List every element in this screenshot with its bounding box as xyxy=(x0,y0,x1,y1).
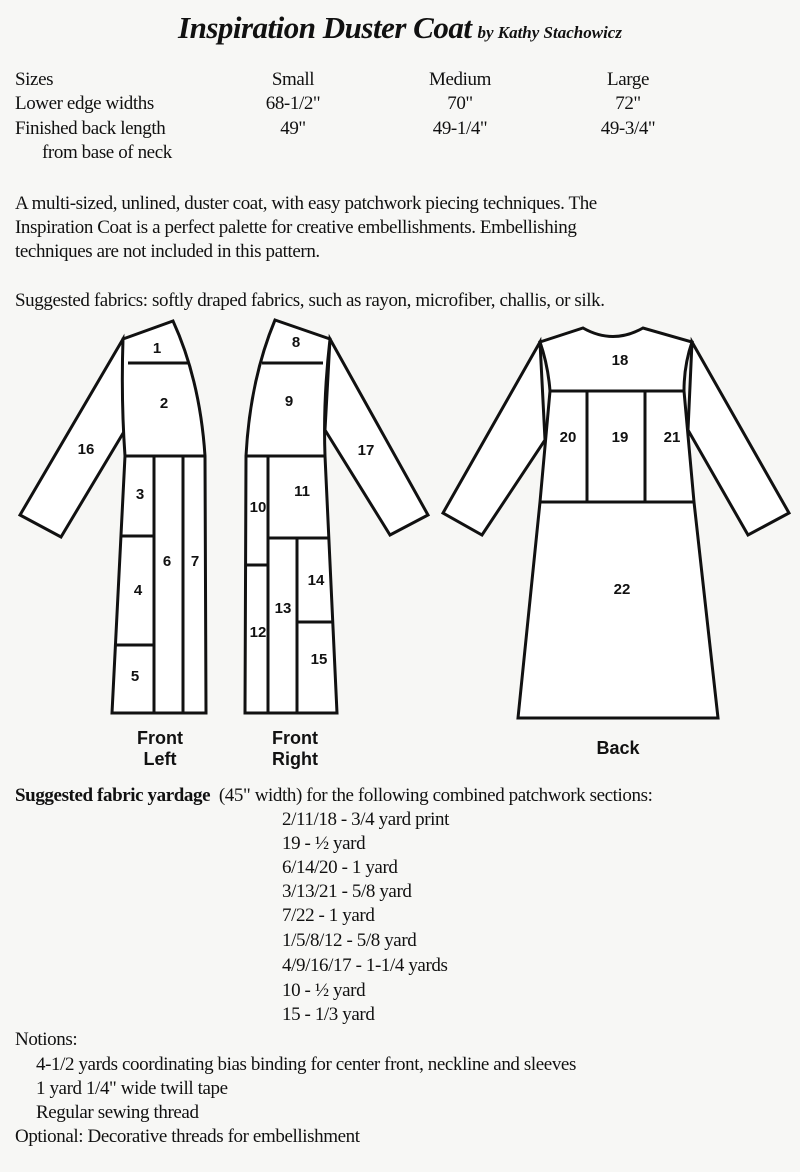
back-sleeve-left xyxy=(443,342,545,535)
notions-item: Regular sewing thread xyxy=(36,1102,199,1123)
notions-item: 4-1/2 yards coordinating bias binding for center front, neckline and sleeves xyxy=(36,1054,576,1075)
description-line: A multi-sized, unlined, duster coat, with easy patchwork piecing techniques. The xyxy=(15,193,597,214)
piece-label: 16 xyxy=(77,440,95,458)
piece-label: 13 xyxy=(274,599,292,617)
title-author: by Kathy Stachowicz xyxy=(477,23,622,42)
yardage-item: 4/9/16/17 - 1-1/4 yards xyxy=(282,955,448,976)
piece-label: 8 xyxy=(291,333,301,351)
row-label: Finished back length xyxy=(15,118,166,139)
row-value: 49-3/4" xyxy=(600,118,656,139)
row-note: from base of neck xyxy=(42,142,172,163)
back-diagram xyxy=(443,328,789,758)
front-left-diagram xyxy=(20,321,206,769)
caption-front: Front xyxy=(272,728,318,748)
piece-label: 6 xyxy=(162,552,172,570)
sleeve-17 xyxy=(325,339,428,535)
description-line: techniques are not included in this pattern. xyxy=(15,241,320,262)
notions-optional: Optional: Decorative threads for embellishment xyxy=(15,1126,360,1147)
yardage-heading xyxy=(15,784,652,808)
piece-label: 15 xyxy=(310,650,328,668)
row-label: Lower edge widths xyxy=(15,93,154,114)
sizes-header-medium: Medium xyxy=(429,69,491,90)
notions-item: 1 yard 1/4" wide twill tape xyxy=(36,1078,228,1099)
piece-label: 7 xyxy=(190,552,200,570)
yardage-item: 19 - ½ yard xyxy=(282,833,366,854)
yardage-item: 6/14/20 - 1 yard xyxy=(282,857,398,878)
notions-heading: Notions: xyxy=(15,1029,78,1050)
piece-label: 3 xyxy=(135,485,145,503)
yardage-item: 10 - ½ yard xyxy=(282,980,366,1001)
sizes-header-large: Large xyxy=(607,69,649,90)
yardage-item: 15 - 1/3 yard xyxy=(282,1004,375,1025)
piece-label: 5 xyxy=(130,667,140,685)
piece-label: 21 xyxy=(663,428,681,446)
sizes-header-small: Small xyxy=(271,69,315,90)
row-value: 49" xyxy=(280,118,306,139)
row-value: 68-1/2" xyxy=(265,93,321,114)
piece-label: 14 xyxy=(307,571,325,589)
description-line: Inspiration Coat is a perfect palette for creative embellishments. Embellishing xyxy=(15,217,577,238)
caption-left: Left xyxy=(143,749,177,769)
yardage-heading-rest: (45" width) for the following combined patchwork sections: xyxy=(218,785,653,806)
piece-label: 4 xyxy=(133,581,143,599)
piece-label: 11 xyxy=(294,482,310,500)
yardage-item: 1/5/8/12 - 5/8 yard xyxy=(282,930,417,951)
piece-label: 22 xyxy=(613,580,631,598)
piece-label: 10 xyxy=(249,498,267,516)
piece-label: 17 xyxy=(357,441,375,459)
front-right-diagram xyxy=(245,320,428,769)
piece-label: 12 xyxy=(249,623,267,641)
piece-label: 9 xyxy=(284,392,294,410)
row-value: 49-1/4" xyxy=(432,118,488,139)
back-body xyxy=(518,328,718,718)
back-sleeve-right xyxy=(688,342,789,535)
yardage-item: 3/13/21 - 5/8 yard xyxy=(282,881,412,902)
row-value: 70" xyxy=(447,93,473,114)
yardage-item: 7/22 - 1 yard xyxy=(282,905,375,926)
suggested-fabrics: Suggested fabrics: softly draped fabrics, such as rayon, microfiber, challis, or silk. xyxy=(15,290,605,311)
yardage-item: 2/11/18 - 3/4 yard print xyxy=(282,809,450,830)
yardage-heading-bold: Suggested fabric yardage xyxy=(15,785,211,806)
piece-label: 2 xyxy=(159,394,169,412)
title-main: Inspiration Duster Coat xyxy=(178,10,472,45)
sizes-header-label: Sizes xyxy=(15,69,54,90)
sleeve-16 xyxy=(20,339,125,537)
piece-label: 1 xyxy=(152,339,162,357)
row-value: 72" xyxy=(615,93,641,114)
caption-back: Back xyxy=(596,738,640,758)
piece-label: 18 xyxy=(611,351,629,369)
front-left-body xyxy=(112,321,206,713)
caption-front: Front xyxy=(137,728,183,748)
piece-label: 19 xyxy=(611,428,629,446)
piece-label: 20 xyxy=(559,428,577,446)
caption-right: Right xyxy=(272,749,318,769)
